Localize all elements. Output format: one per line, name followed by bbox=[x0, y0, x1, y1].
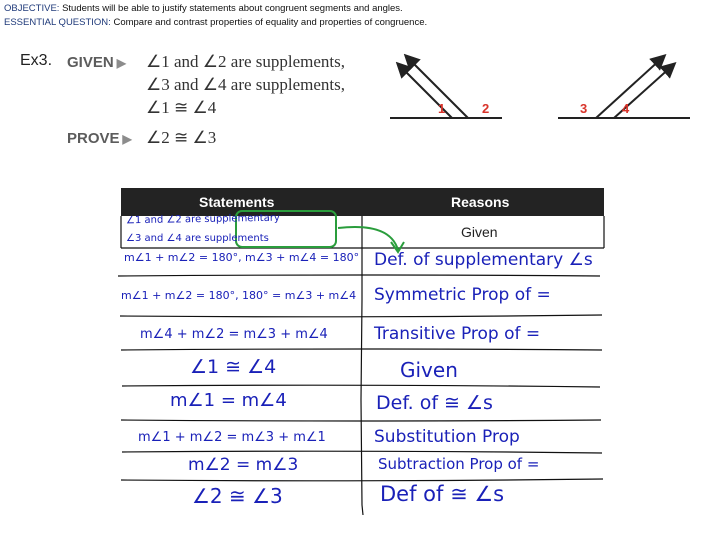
angle-label-3: 3 bbox=[580, 101, 588, 116]
row-6-statement: m∠1 = m∠4 bbox=[170, 390, 287, 411]
row-9-reason: Def of ≅ ∠s bbox=[380, 482, 505, 506]
row-9-statement: ∠2 ≅ ∠3 bbox=[192, 484, 283, 508]
row-divider bbox=[120, 315, 602, 317]
angle-label-1: 1 bbox=[438, 101, 446, 116]
given-statement-1: ∠1 and ∠2 are supplements, bbox=[146, 52, 346, 71]
given-statement-3: ∠1 ≅ ∠4 bbox=[146, 98, 217, 117]
header-reasons: Reasons bbox=[451, 194, 510, 210]
row-5-statement: ∠1 ≅ ∠4 bbox=[190, 356, 277, 378]
row-7-statement: m∠1 + m∠2 = m∠3 + m∠1 bbox=[138, 430, 326, 445]
row-7-reason: Substitution Prop bbox=[374, 427, 520, 447]
prove-label: PROVE bbox=[67, 130, 120, 147]
row-1-statement-b: ∠3 and ∠4 are supplements bbox=[126, 233, 269, 244]
angle-label-4: 4 bbox=[622, 101, 630, 116]
example-label: Ex3. bbox=[20, 52, 53, 69]
row-2-statement: m∠1 + m∠2 = 180°, m∠3 + m∠4 = 180° bbox=[124, 251, 360, 264]
angle-label-2: 2 bbox=[482, 101, 490, 116]
row-3-statement: m∠1 + m∠2 = 180°, 180° = m∠3 + m∠4 bbox=[121, 289, 357, 302]
row-divider bbox=[118, 275, 600, 276]
objective-label: OBJECTIVE: bbox=[4, 3, 60, 14]
row-5-reason: Given bbox=[400, 358, 458, 382]
essential-question-label: ESSENTIAL QUESTION: bbox=[4, 17, 111, 28]
row-4-statement: m∠4 + m∠2 = m∠3 + m∠4 bbox=[140, 327, 328, 342]
row-6-reason: Def. of ≅ ∠s bbox=[376, 392, 493, 414]
objective-text: Students will be able to justify statements about congruent segments and angles. bbox=[59, 3, 403, 14]
header-statements: Statements bbox=[199, 194, 275, 210]
play-arrow-icon: ▶ bbox=[122, 132, 132, 146]
highlight-arrow bbox=[338, 227, 398, 250]
essential-question-text: Compare and contrast properties of equality and properties of congruence. bbox=[110, 17, 428, 28]
row-4-reason: Transitive Prop of = bbox=[374, 324, 541, 344]
row-1-reason: Given bbox=[461, 224, 498, 240]
given-statement-2: ∠3 and ∠4 are supplements, bbox=[146, 75, 346, 94]
row-3-reason: Symmetric Prop of = bbox=[374, 285, 551, 305]
column-divider bbox=[361, 216, 363, 515]
row-8-reason: Subtraction Prop of = bbox=[378, 455, 540, 473]
prove-statement: ∠2 ≅ ∠3 bbox=[146, 128, 217, 147]
row-2-reason: Def. of supplementary ∠s bbox=[374, 250, 593, 270]
row-1-statement-a: ∠1 and ∠2 are supplementary bbox=[125, 212, 280, 227]
play-arrow-icon: ▶ bbox=[116, 56, 126, 70]
row-8-statement: m∠2 = m∠3 bbox=[188, 455, 299, 475]
given-label: GIVEN bbox=[67, 54, 114, 71]
